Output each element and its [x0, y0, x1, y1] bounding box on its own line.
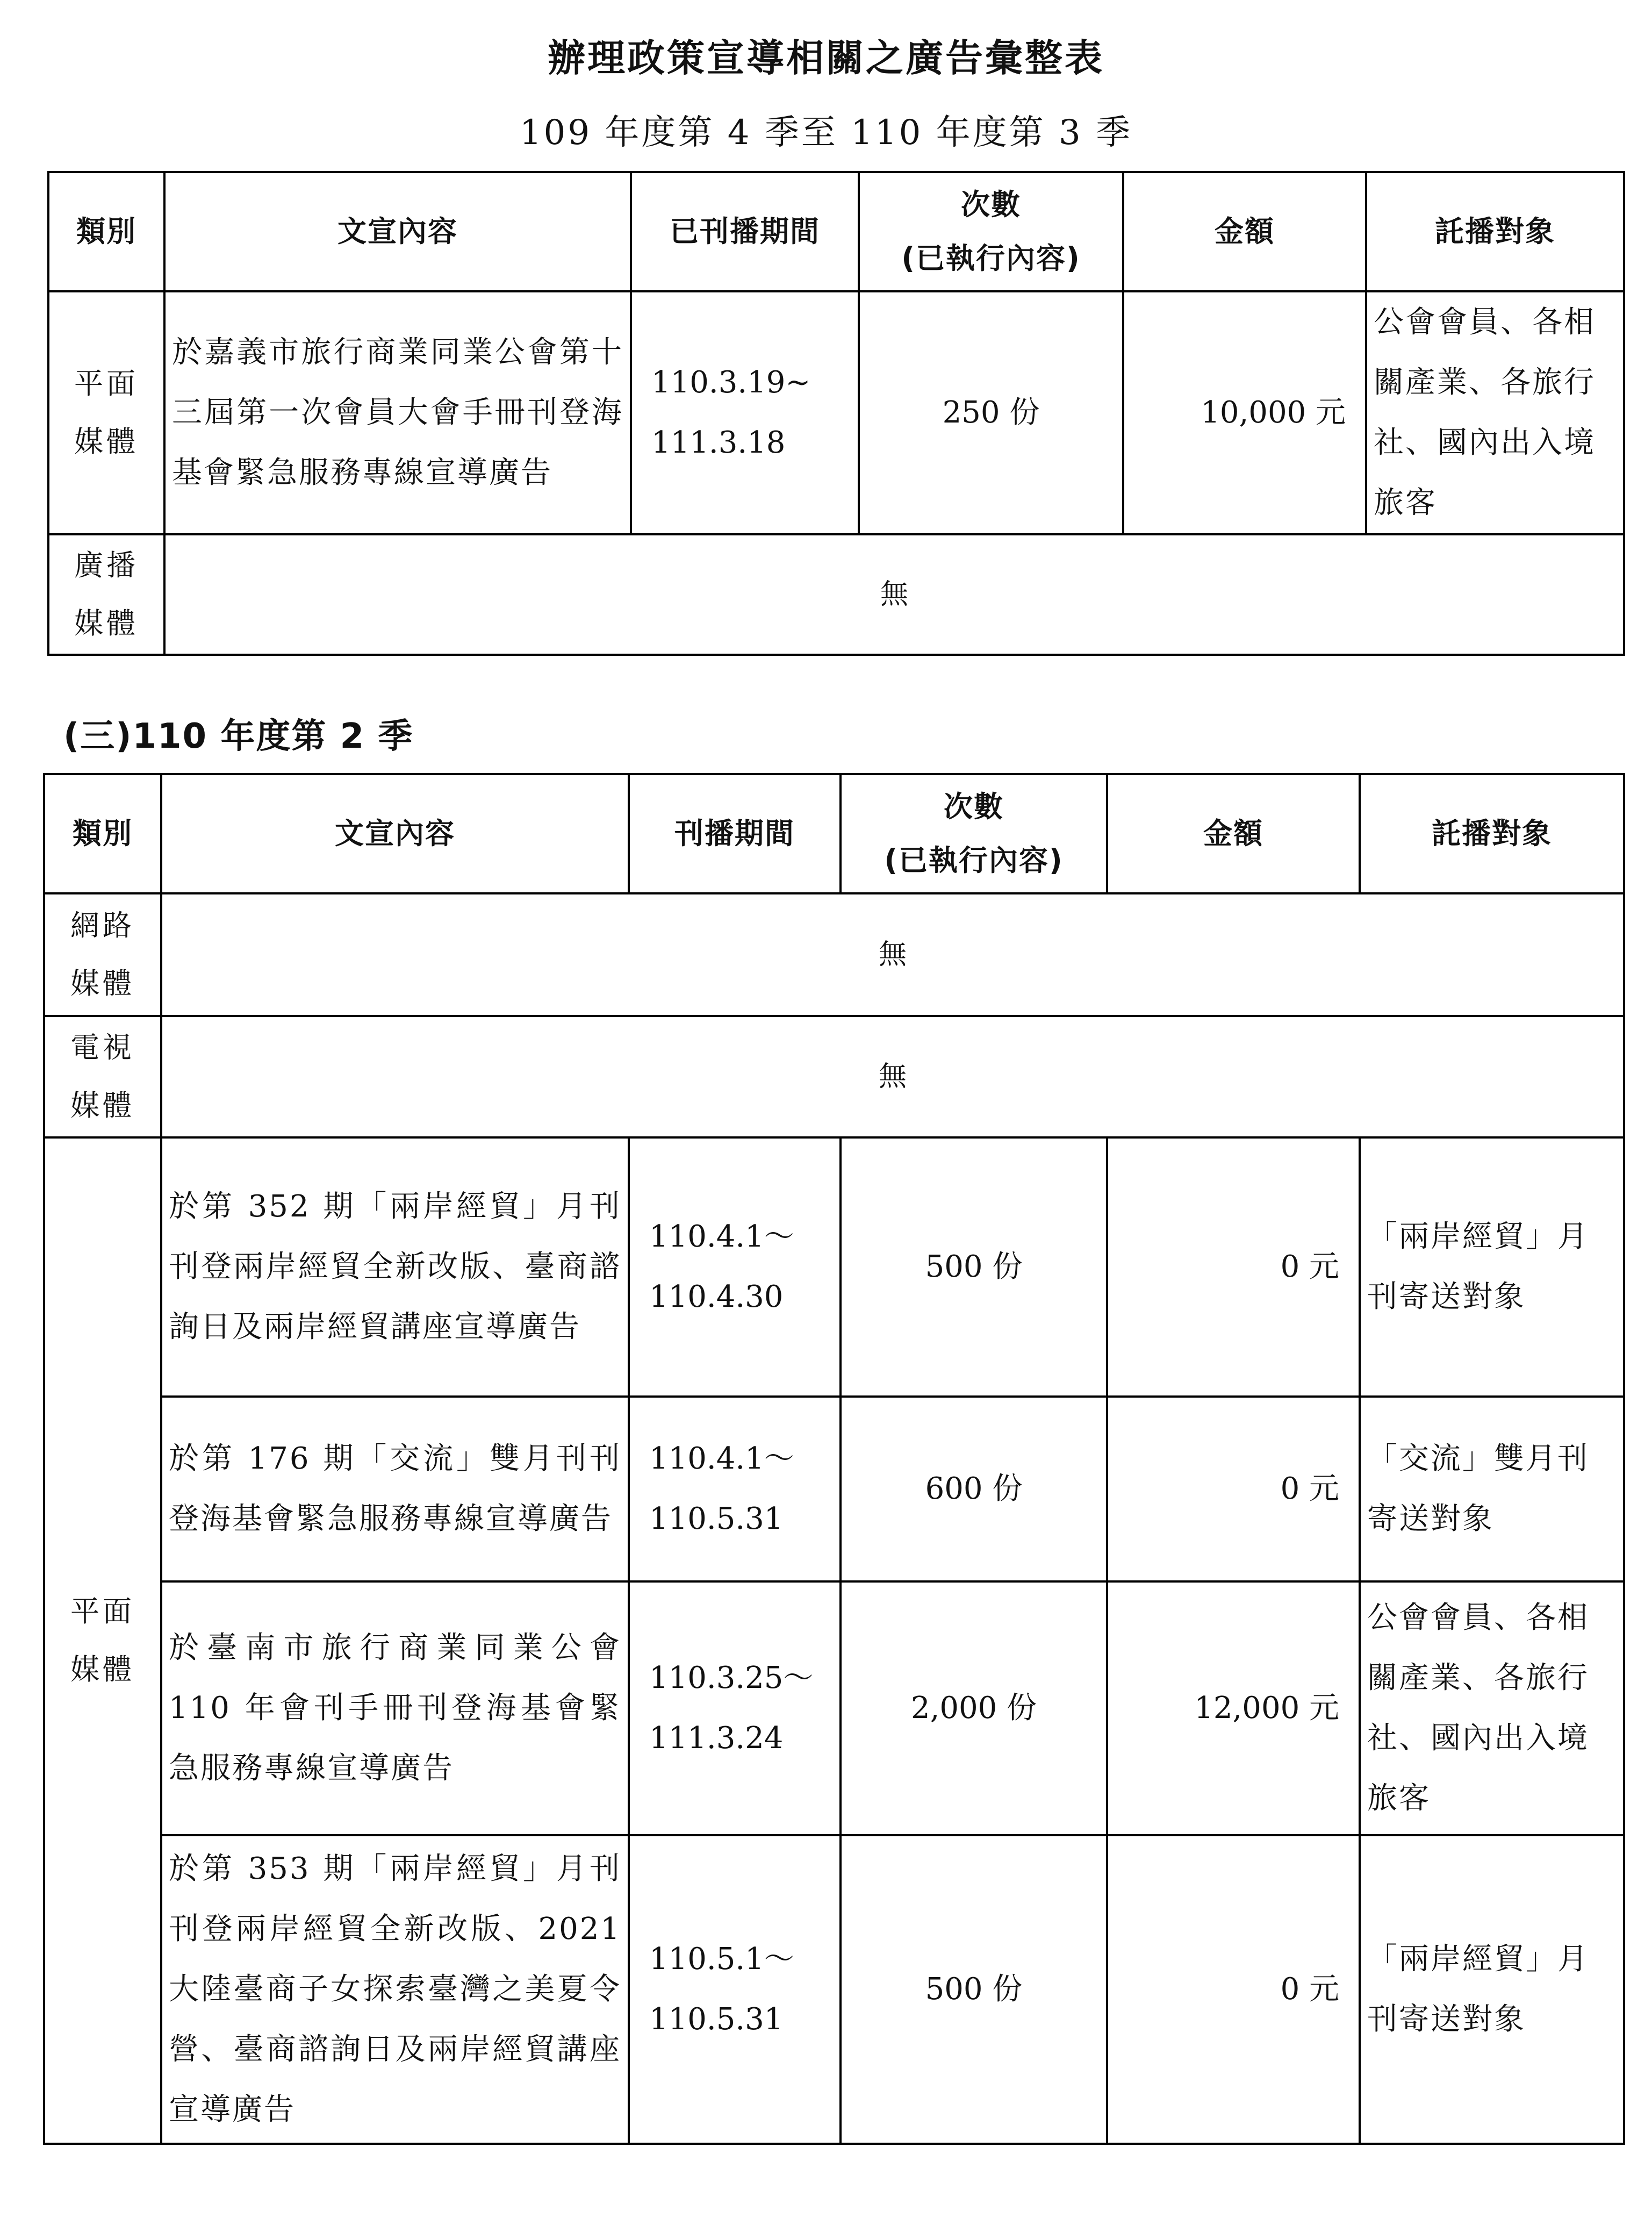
table-row [44, 1137, 1624, 1397]
category-cell: 平面 媒體 [48, 291, 164, 534]
document-subtitle: 109 年度第 4 季至 110 年度第 3 季 [519, 113, 1133, 153]
category-cell: 電視 媒體 [44, 1016, 161, 1137]
table-period-1 [47, 171, 1625, 656]
document-title: 辦理政策宣導相關之廣告彙整表 [548, 36, 1104, 80]
table-row [44, 1581, 1624, 1835]
content-cell: 於第 176 期「交流」雙月刊刊登海基會緊急服務專線宣導廣告 [161, 1397, 629, 1581]
header-category: 類別 [48, 172, 164, 291]
header-amount: 金額 [1123, 172, 1366, 291]
header-period: 刊播期間 [629, 774, 841, 893]
header-target: 託播對象 [1366, 172, 1624, 291]
period-cell: 110.3.19~ 111.3.18 [631, 291, 859, 534]
count-cell: 2,000 份 [841, 1581, 1107, 1835]
period-cell: 110.3.25～ 111.3.24 [629, 1581, 841, 1835]
amount-cell: 0 元 [1107, 1137, 1360, 1397]
target-cell: 「兩岸經貿」月刊寄送對象 [1360, 1835, 1624, 2144]
table-header-row [44, 774, 1624, 893]
table-row [48, 291, 1624, 534]
category-cell: 廣播 媒體 [48, 534, 164, 655]
table-row [48, 534, 1624, 655]
header-content: 文宣內容 [161, 774, 629, 893]
table-period-2 [43, 773, 1625, 2145]
header-amount: 金額 [1107, 774, 1360, 893]
none-cell: 無 [161, 1016, 1624, 1137]
content-cell: 於第 352 期「兩岸經貿」月刊刊登兩岸經貿全新改版、臺商諮詢日及兩岸經貿講座宣導廣告 [161, 1137, 629, 1397]
period-cell: 110.4.1～ 110.5.31 [629, 1397, 841, 1581]
period-cell: 110.4.1～ 110.4.30 [629, 1137, 841, 1397]
table-header-row [48, 172, 1624, 291]
target-cell: 公會會員、各相關產業、各旅行社、國內出入境旅客 [1366, 291, 1624, 534]
count-cell: 500 份 [841, 1835, 1107, 2144]
target-cell: 「兩岸經貿」月刊寄送對象 [1360, 1137, 1624, 1397]
header-target: 託播對象 [1360, 774, 1624, 893]
content-cell: 於臺南市旅行商業同業公會 110 年會刊手冊刊登海基會緊急服務專線宣導廣告 [161, 1581, 629, 1835]
amount-cell: 0 元 [1107, 1835, 1360, 2144]
table-row [44, 893, 1624, 1016]
target-cell: 公會會員、各相關產業、各旅行社、國內出入境旅客 [1360, 1581, 1624, 1835]
header-period: 已刊播期間 [631, 172, 859, 291]
header-category: 類別 [44, 774, 161, 893]
header-content: 文宣內容 [164, 172, 631, 291]
period-cell: 110.5.1～ 110.5.31 [629, 1835, 841, 2144]
table-row [44, 1016, 1624, 1137]
count-cell: 500 份 [841, 1137, 1107, 1397]
amount-cell: 0 元 [1107, 1397, 1360, 1581]
amount-cell: 10,000 元 [1123, 291, 1366, 534]
section-heading: (三)110 年度第 2 季 [63, 717, 414, 756]
category-cell: 網路 媒體 [44, 893, 161, 1016]
content-cell: 於第 353 期「兩岸經貿」月刊刊登兩岸經貿全新改版、2021 大陸臺商子女探索臺灣之美夏令營、臺商諮詢日及兩岸經貿講座宣導廣告 [161, 1835, 629, 2144]
count-cell: 250 份 [859, 291, 1123, 534]
content-cell: 於嘉義市旅行商業同業公會第十三屆第一次會員大會手冊刊登海基會緊急服務專線宣導廣告 [164, 291, 631, 534]
category-cell: 平面 媒體 [44, 1137, 161, 2144]
none-cell: 無 [161, 893, 1624, 1016]
amount-cell: 12,000 元 [1107, 1581, 1360, 1835]
count-cell: 600 份 [841, 1397, 1107, 1581]
header-count: 次數 (已執行內容) [841, 774, 1107, 893]
table-row [44, 1835, 1624, 2144]
none-cell: 無 [164, 534, 1624, 655]
target-cell: 「交流」雙月刊寄送對象 [1360, 1397, 1624, 1581]
table-row [44, 1397, 1624, 1581]
header-count: 次數 (已執行內容) [859, 172, 1123, 291]
